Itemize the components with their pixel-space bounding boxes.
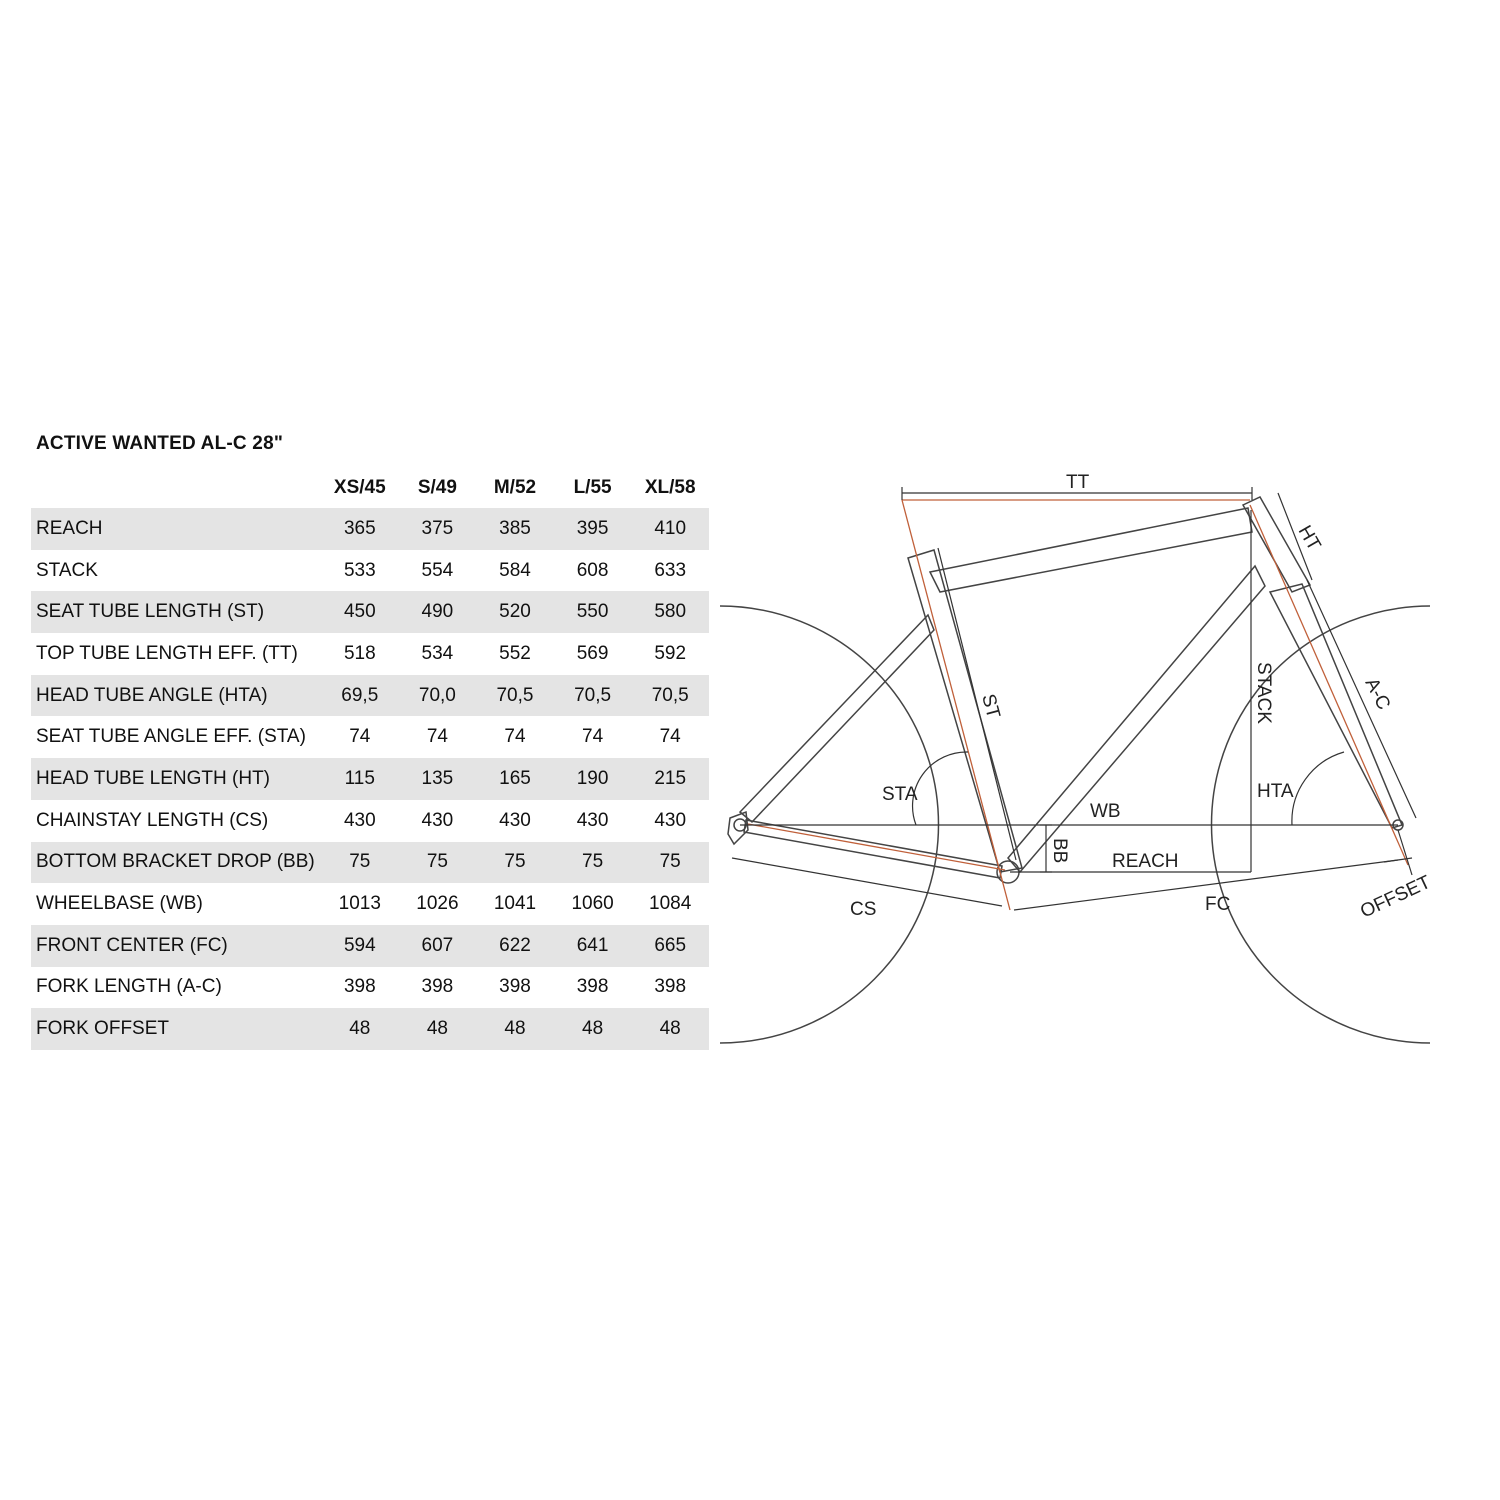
row-label: STACK (36, 559, 98, 581)
row-value: 398 (654, 976, 687, 998)
row-value: 1084 (649, 893, 692, 915)
geometry-title: ACTIVE WANTED AL-C 28" (36, 433, 284, 454)
label-sta: STA (882, 784, 918, 805)
row-value: 622 (476, 925, 554, 967)
row-value: 533 (343, 559, 376, 581)
row-value: 641 (554, 925, 632, 967)
size-header: XS/45 (333, 476, 386, 498)
table-row (31, 591, 709, 633)
row-value: 365 (321, 508, 399, 550)
label-bb: BB (1049, 838, 1070, 864)
row-value: 584 (499, 559, 531, 581)
row-value: 518 (343, 642, 376, 664)
table-row (31, 550, 709, 592)
row-value: 70,5 (476, 675, 554, 717)
row-label: BOTTOM BRACKET DROP (BB) (31, 842, 321, 884)
top-tube (930, 508, 1252, 592)
row-value: 74 (582, 726, 604, 748)
st-dim (938, 548, 1016, 860)
row-value: 430 (654, 809, 687, 831)
table-row (31, 633, 709, 675)
row-value: 1013 (338, 893, 381, 915)
table-row (31, 675, 709, 717)
row-value: 665 (631, 925, 709, 967)
label-cs: CS (850, 899, 877, 920)
row-value: 75 (631, 842, 709, 884)
row-value: 75 (554, 842, 632, 884)
row-value: 48 (321, 1008, 399, 1050)
row-value: 592 (654, 642, 687, 664)
row-value: 135 (399, 758, 477, 800)
row-label: SEAT TUBE LENGTH (ST) (31, 591, 321, 633)
label-tt: TT (1066, 472, 1090, 493)
header-label-cell (31, 467, 321, 508)
row-value: 70,0 (399, 675, 477, 717)
geometry-table (31, 467, 709, 1050)
row-value: 1026 (416, 893, 459, 915)
row-value: 115 (321, 758, 399, 800)
row-label: FORK OFFSET (31, 1008, 321, 1050)
table-row (31, 883, 709, 925)
table-row (31, 925, 709, 967)
row-value: 69,5 (321, 675, 399, 717)
row-value: 554 (421, 559, 454, 581)
row-value: 607 (399, 925, 477, 967)
row-value: 430 (499, 809, 531, 831)
row-value: 534 (421, 642, 454, 664)
row-value: 580 (631, 591, 709, 633)
row-label: WHEELBASE (WB) (36, 893, 203, 915)
row-value: 74 (659, 726, 681, 748)
row-value: 385 (476, 508, 554, 550)
row-value: 74 (426, 726, 448, 748)
chain-stay (744, 820, 1002, 878)
label-hta: HTA (1257, 781, 1294, 802)
row-label: SEAT TUBE ANGLE EFF. (STA) (36, 726, 306, 748)
row-value: 398 (343, 976, 376, 998)
table-row (31, 758, 709, 800)
row-label: CHAINSTAY LENGTH (CS) (36, 809, 269, 831)
row-value: 430 (576, 809, 609, 831)
size-header-row (31, 467, 709, 508)
row-value: 608 (576, 559, 609, 581)
row-label: HEAD TUBE ANGLE (HTA) (31, 675, 321, 717)
row-value: 215 (631, 758, 709, 800)
row-value: 398 (576, 976, 609, 998)
row-value: 375 (399, 508, 477, 550)
label-st: ST (977, 691, 1004, 721)
row-label: HEAD TUBE LENGTH (HT) (31, 758, 321, 800)
size-header: L/55 (573, 476, 612, 498)
label-ac: A-C (1360, 674, 1395, 714)
sta-arc (913, 752, 968, 825)
row-value: 165 (476, 758, 554, 800)
row-value: 75 (321, 842, 399, 884)
row-value: 520 (476, 591, 554, 633)
row-value: 430 (343, 809, 376, 831)
label-ht: HT (1293, 522, 1325, 555)
row-value: 490 (399, 591, 477, 633)
row-value: 190 (554, 758, 632, 800)
size-header: M/52 (493, 476, 537, 498)
row-label: FORK LENGTH (A-C) (36, 976, 222, 998)
size-header: S/49 (417, 476, 457, 498)
label-wb: WB (1090, 801, 1121, 822)
row-value: 48 (631, 1008, 709, 1050)
row-value: 75 (476, 842, 554, 884)
table-row (31, 716, 709, 758)
row-value: 569 (576, 642, 609, 664)
row-label: TOP TUBE LENGTH EFF. (TT) (36, 642, 298, 664)
row-value: 1060 (571, 893, 614, 915)
row-value: 395 (554, 508, 632, 550)
hta-arc (1292, 752, 1344, 825)
row-value: 70,5 (631, 675, 709, 717)
row-value: 550 (554, 591, 632, 633)
table-row (31, 508, 709, 550)
label-offset: OFFSET (1357, 871, 1435, 923)
bike-geometry-diagram (715, 450, 1495, 1070)
row-value: 1041 (493, 893, 537, 915)
row-value: 74 (349, 726, 371, 748)
row-value: 450 (321, 591, 399, 633)
seat-tube (908, 550, 1022, 872)
row-value: 398 (499, 976, 531, 998)
row-value: 48 (476, 1008, 554, 1050)
row-value: 552 (499, 642, 531, 664)
row-value: 430 (421, 809, 454, 831)
table-row (31, 967, 709, 1009)
row-value: 410 (631, 508, 709, 550)
row-value: 594 (321, 925, 399, 967)
row-value: 74 (504, 726, 526, 748)
table-row (31, 842, 709, 884)
row-value: 70,5 (554, 675, 632, 717)
table-row (31, 800, 709, 842)
row-value: 398 (421, 976, 454, 998)
row-value: 75 (399, 842, 477, 884)
row-label: REACH (31, 508, 321, 550)
label-stack: STACK (1253, 662, 1274, 724)
row-value: 48 (554, 1008, 632, 1050)
row-label: FRONT CENTER (FC) (31, 925, 321, 967)
table-row (31, 1008, 709, 1050)
row-value: 48 (399, 1008, 477, 1050)
ac-dim (1307, 580, 1416, 818)
size-header: XL/58 (644, 476, 696, 498)
row-value: 633 (654, 559, 687, 581)
label-reach: REACH (1112, 851, 1179, 872)
label-fc: FC (1205, 894, 1231, 915)
